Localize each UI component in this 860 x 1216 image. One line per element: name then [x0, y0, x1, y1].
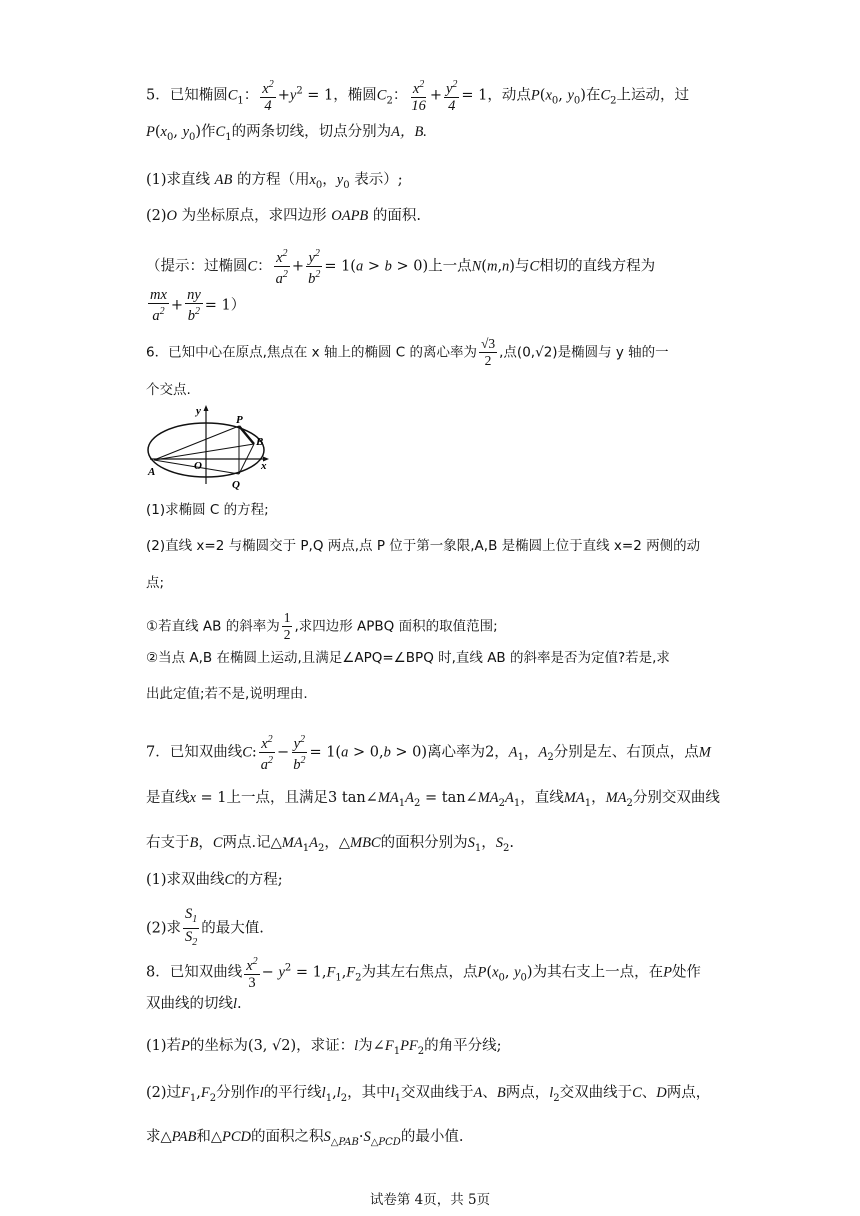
label-b: B: [256, 436, 264, 448]
segment-pb: [239, 426, 254, 444]
q6-sub-2a: (2)直线 x=2 与椭圆交于 P,Q 两点,点 P 位于第一象限,A,B 是椭圆上位于直线 x=2 两侧的动: [146, 538, 701, 554]
q7-line-1: 7．已知双曲线C: $\frac{x^2}{a^2}$ − $\frac{y^2}{b^2}$ = 1(a > 0,b > 0)离心率为2，$A_1$，$A_2$分别是左、右顶点，点M: [146, 734, 711, 773]
q5-hint-2: $\frac{mx}{a^2}$ + $\frac{ny}{b^2}$ = 1）: [150, 287, 246, 324]
q6-sub-3: ①若直线 AB 的斜率为 $\frac{1}{2}$ ,求四边形 APBQ 面积的取值范围;: [146, 610, 498, 642]
ellipse-figure: [144, 402, 276, 490]
q7-line-2: 是直线x = 1上一点，且满足3 $\tan\angle MA_1A_2$ = $\tan\angle MA_2A_1$，直线$MA_1$，$MA_2$分别交双曲线: [146, 790, 720, 809]
label-q: Q: [232, 479, 240, 490]
label-p: P: [236, 414, 243, 426]
q8-sub-2: (2)过$F_1,F_2$分别作l的平行线$l_1,l_2$，其中$l_1$交双曲线于A、B两点，$l_2$交双曲线于C、D两点，: [146, 1085, 711, 1104]
label-y: y: [196, 405, 201, 417]
segment-ap: [154, 426, 239, 460]
label-o: O: [194, 460, 202, 472]
q6-line-1: 6．已知中心在原点,焦点在 x 轴上的椭圆 C 的离心率为 $\frac{√3}{2}$ ,点(0,√2)是椭圆与 y 轴的一: [146, 336, 669, 368]
q8-line-2: 双曲线的切线l.: [146, 996, 242, 1012]
q8-sub-3: 求△PAB和△PCD的面积之积$S_{\triangle PAB}\cdot S_{\triangle PCD}$的最小值.: [146, 1129, 464, 1148]
q5-sub-2: (2)O 为坐标原点，求四边形 OAPB 的面积.: [146, 208, 422, 224]
q8-sub-1: (1)若P的坐标为(3, √2)，求证：l为$\angle F_1PF_2$的角平分线;: [146, 1038, 502, 1057]
q6-sub-1: (1)求椭圆 C 的方程;: [146, 502, 269, 518]
q5-line-1: 5．已知椭圆$C_1$： $\frac{x^2}{4}$ $+y^2 = 1$，椭圆$C_2$： $\frac{x^2}{16}$ + $\frac{y^2}{4}$ = 1，动点$P(x_0$, $y_0$)在$C_2$上运动，过: [146, 79, 689, 114]
q5-hint-1: （提示：过椭圆C： $\frac{x^2}{a^2}$ + $\frac{y^2}{b^2}$ = 1(a > b > 0)上一点N(m,n)与C相切的直线方程为: [146, 248, 656, 287]
q7-sub-2: (2)求 $\frac{S_1}{S_2}$ 的最大值.: [146, 906, 264, 948]
q5-sub-1: (1)求直线 AB 的方程（用$x_0$，$y_0$ 表示）;: [146, 172, 403, 191]
label-a: A: [148, 466, 156, 478]
y-axis-arrow: [204, 405, 209, 411]
q5-line-2: $P(x_0$, $y_0$)作$C_1$的两条切线，切点分别为A，B.: [146, 124, 427, 143]
q6-sub-4a: ②当点 A,B 在椭圆上运动,且满足∠APQ=∠BPQ 时,直线 AB 的斜率是否为定值?若是,求: [146, 650, 670, 666]
page-footer: 试卷第 4页，共 5页: [369, 1192, 491, 1208]
label-x: x: [261, 460, 267, 472]
q8-line-1: 8．已知双曲线 $\frac{x^2}{3}$ − $y^2 = 1,F_1,F_2$为其左右焦点，点$P(x_0$, $y_0$)为其右支上一点，在P处作: [146, 956, 701, 991]
q6-sub-2b: 点;: [146, 575, 165, 591]
q7-sub-1: (1)求双曲线C的方程;: [146, 872, 283, 888]
q6-line-2: 个交点.: [146, 382, 191, 398]
q7-line-3: 右支于B，C两点.记$\triangle MA_1A_2$，△MBC的面积分别为$S_1$，$S_2$.: [146, 835, 514, 854]
q6-sub-4b: 出此定值;若不是,说明理由.: [146, 686, 308, 702]
